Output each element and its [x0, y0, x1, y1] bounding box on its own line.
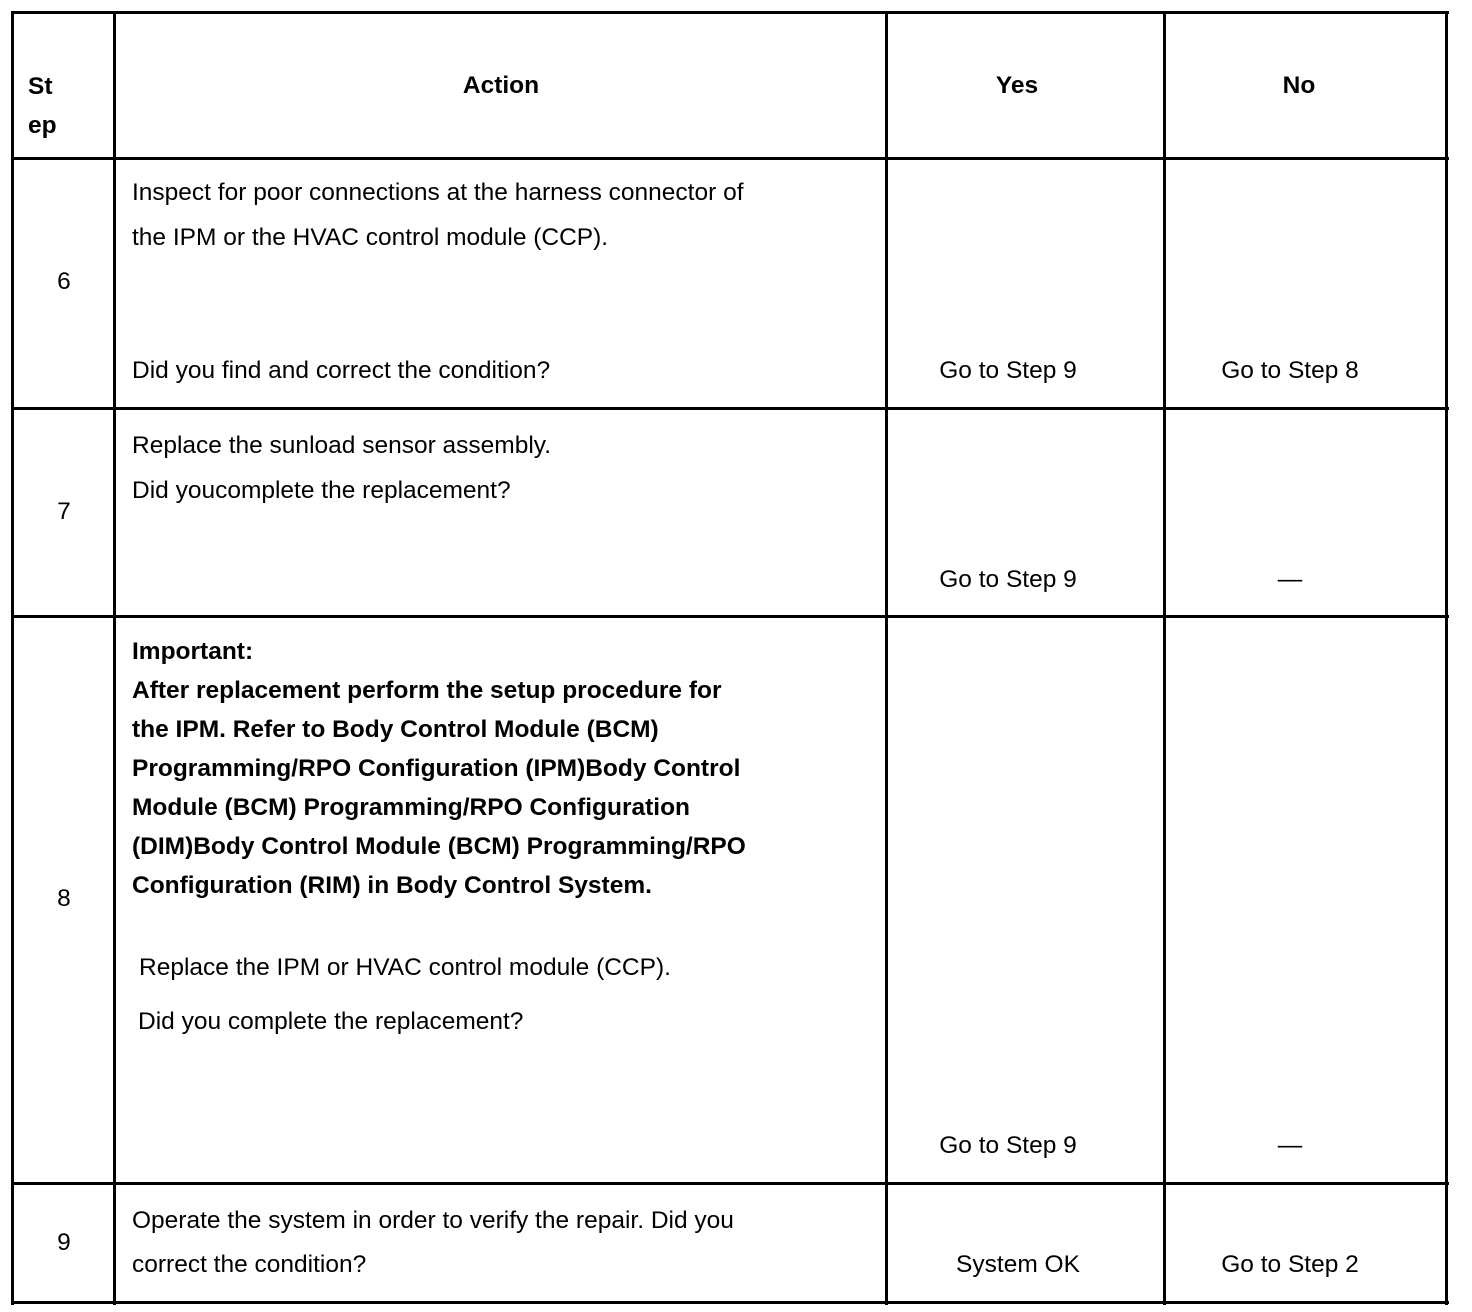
action-text-line: Did youcomplete the replacement? [132, 477, 511, 504]
table-border-bottom [11, 1301, 1449, 1304]
step-number: 7 [57, 498, 71, 525]
action-question: Did you find and correct the condition? [132, 357, 551, 384]
important-note-line: Configuration (RIM) in Body Control System. [132, 872, 652, 899]
header-step-line-1: St [28, 73, 53, 100]
table-border-left [11, 12, 14, 1305]
important-note-line: After replacement perform the setup procedure for [132, 677, 722, 704]
step-number: 8 [57, 885, 71, 912]
action-text-line: Replace the IPM or HVAC control module (CCP). [139, 954, 671, 981]
important-note-line: the IPM. Refer to Body Control Module (BCM) [132, 716, 659, 743]
header-divider [11, 157, 1449, 160]
row-divider-7-8 [11, 615, 1449, 618]
action-text-line: Replace the sunload sensor assembly. [132, 432, 552, 459]
no-result: Go to Step 8 [1221, 357, 1359, 384]
column-divider-step-action [113, 12, 116, 1305]
action-text-line: the IPM or the HVAC control module (CCP). [132, 224, 609, 251]
header-no: No [1282, 72, 1316, 99]
table-border-top [11, 11, 1449, 14]
no-result: — [1277, 1132, 1303, 1159]
header-action: Action [462, 72, 540, 99]
yes-result: Go to Step 9 [939, 1132, 1077, 1159]
action-text-line: correct the condition? [132, 1251, 367, 1278]
step-number: 9 [57, 1229, 71, 1256]
header-step-line-2: ep [28, 112, 57, 139]
action-text-line: Inspect for poor connections at the harness connector of [132, 179, 744, 206]
yes-result: Go to Step 9 [939, 566, 1077, 593]
action-text-line: Operate the system in order to verify the repair. Did you [132, 1207, 734, 1234]
important-note-line: Module (BCM) Programming/RPO Configuration [132, 794, 691, 821]
important-note-line: Programming/RPO Configuration (IPM)Body Control [132, 755, 741, 782]
yes-result: Go to Step 9 [939, 357, 1077, 384]
header-yes: Yes [995, 72, 1039, 99]
step-number: 6 [57, 268, 71, 295]
important-note [132, 632, 852, 905]
column-divider-yes-no [1163, 12, 1166, 1305]
column-divider-action-yes [885, 12, 888, 1305]
important-note-line: (DIM)Body Control Module (BCM) Programming/RPO [132, 833, 746, 860]
row-divider-8-9 [11, 1182, 1449, 1185]
yes-result: System OK [956, 1251, 1080, 1278]
header-step [28, 67, 57, 145]
no-result: — [1277, 566, 1303, 593]
no-result: Go to Step 2 [1221, 1251, 1359, 1278]
action-text-line: Did you complete the replacement? [138, 1008, 524, 1035]
table-border-right [1445, 12, 1448, 1305]
important-note-line: Important: [132, 638, 254, 665]
row-divider-6-7 [11, 407, 1449, 410]
